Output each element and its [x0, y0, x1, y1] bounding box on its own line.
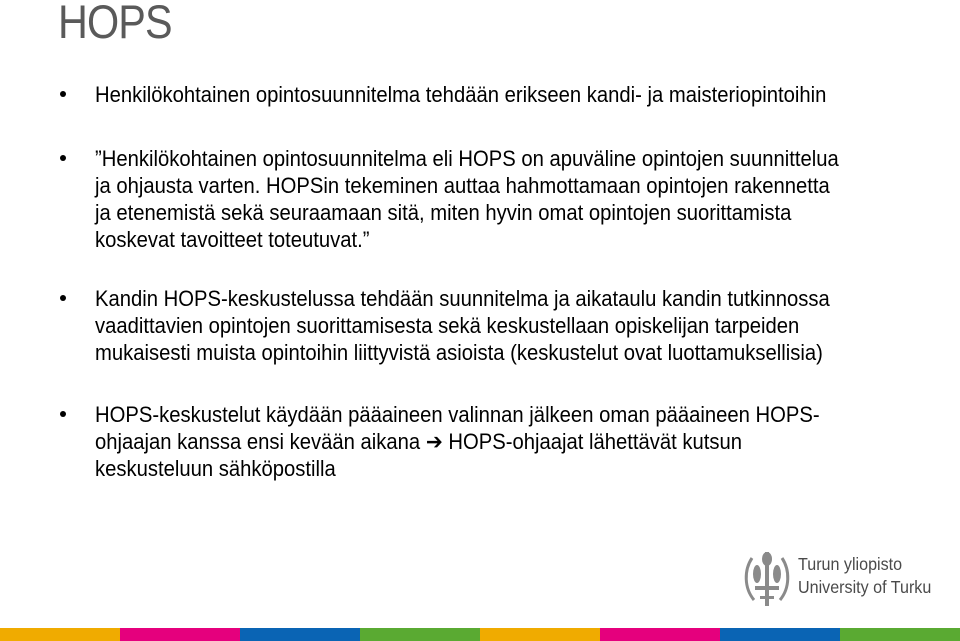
logo-line-finnish: Turun yliopisto — [798, 554, 903, 574]
bullet-text: Kandin HOPS-keskustelussa tehdään suunnitelma ja aikataulu kandin tutkinnossa vaadittavien opintojen suorittamisesta sekä keskustellaan opiskelijan tarpeiden mukaisesti muista opintoihin liittyvistä asioista (keskustelut ovat luottamuksellisia) — [95, 286, 830, 365]
bullet-dot-icon — [60, 91, 66, 97]
bullet-dot-icon — [60, 155, 66, 161]
footer-color-segment — [720, 628, 840, 641]
bullet-dot-icon — [60, 411, 66, 417]
footer-color-segment — [480, 628, 600, 641]
bullet-text: Henkilökohtainen opintosuunnitelma tehdään erikseen kandi- ja maisteriopintoihin — [95, 82, 827, 107]
bullet-text: ”Henkilökohtainen opintosuunnitelma eli HOPS on apuväline opintojen suunnittelua ja ohjausta varten. HOPSin tekeminen auttaa hahmottamaan opintojen rakennetta ja etenemistä sekä seuraamaan sitä, miten hyvin omat opintojen suorittamista koskevat tavoitteet toteutuvat.” — [95, 146, 839, 252]
footer-color-segment — [840, 628, 960, 641]
footer-color-segment — [240, 628, 360, 641]
bullet-dot-icon — [60, 295, 66, 301]
footer-color-segment — [0, 628, 120, 641]
footer-color-segment — [360, 628, 480, 641]
slide-title: HOPS — [58, 0, 172, 48]
footer-color-bar — [0, 628, 960, 641]
university-logo — [742, 548, 942, 608]
bullet-text: HOPS-keskustelut käydään pääaineen valinnan jälkeen oman pääaineen HOPS- ohjaajan kanssa ensi kevään aikana ➔ HOPS-ohjaajat lähettävät kutsun keskusteluun sähköpostilla — [95, 402, 820, 481]
footer-color-segment — [120, 628, 240, 641]
footer-color-segment — [600, 628, 720, 641]
logo-line-english: University of Turku — [798, 577, 932, 597]
university-emblem-icon — [742, 550, 792, 608]
